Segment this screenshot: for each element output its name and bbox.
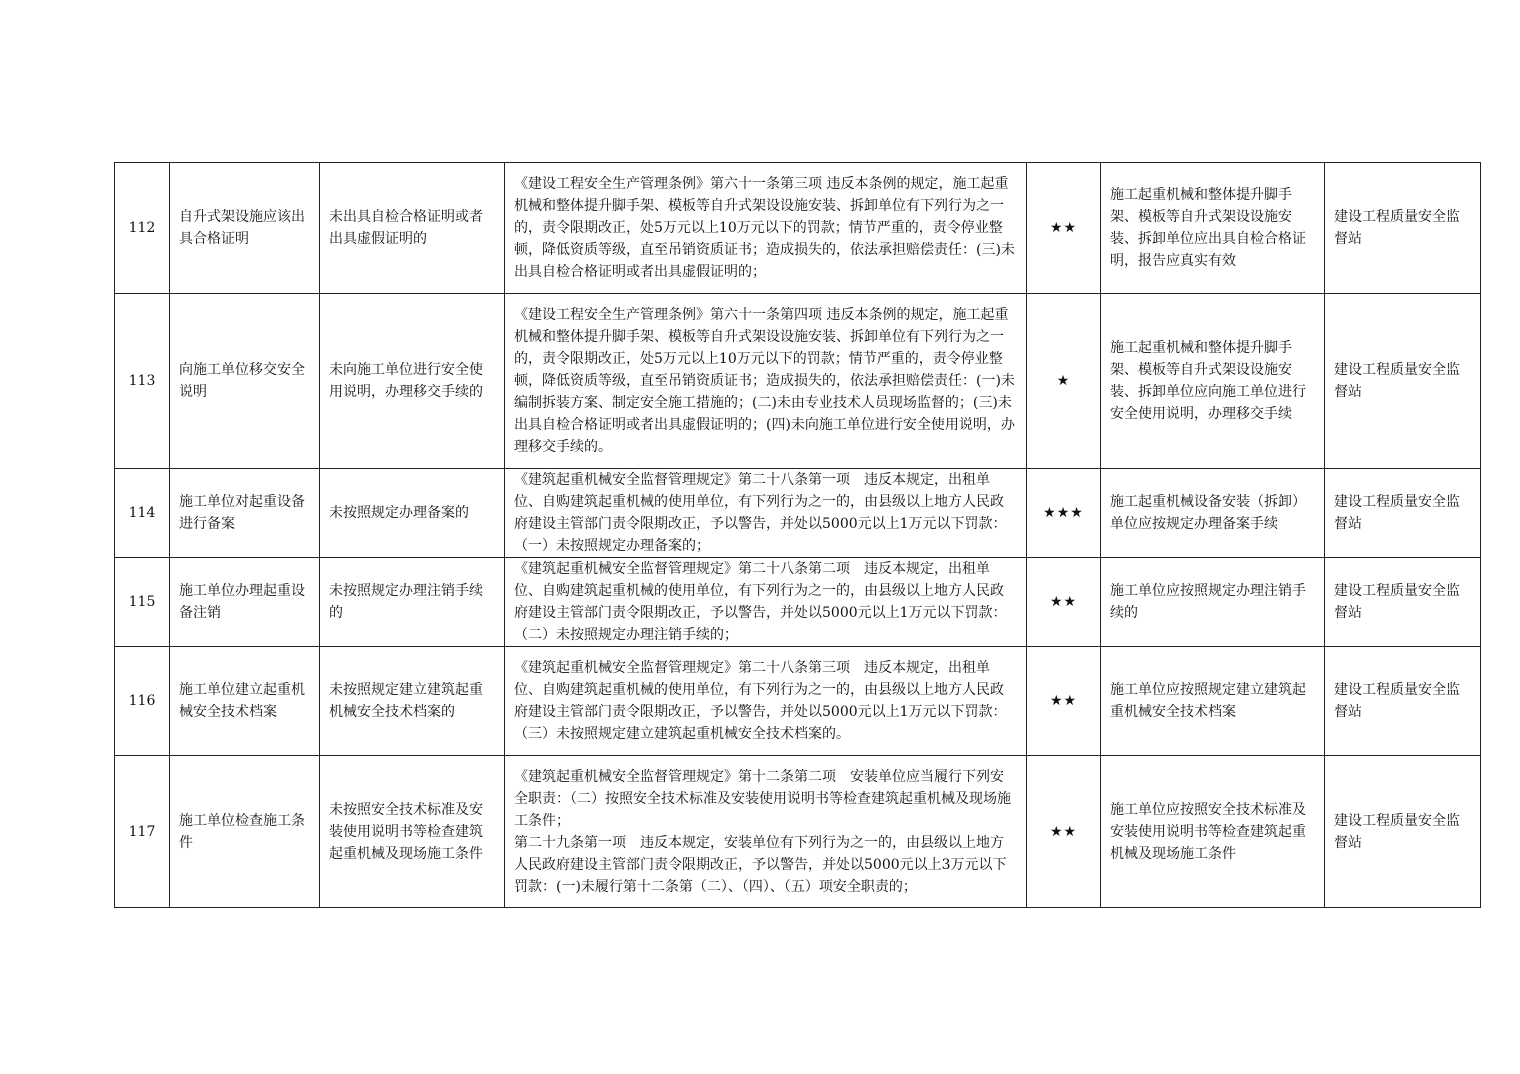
severity-stars: ★★ (1027, 647, 1101, 756)
legal-basis-text: 《建设工程安全生产管理条例》第六十一条第三项 违反本条例的规定，施工起重机械和整体提升脚手架、模板等自升式架设设施安装、拆卸单位有下列行为之一的，责令限期改正，处5万元以上10万元以下的罚款；情节严重的，责令停业整顿，降低资质等级，直至吊销资质证书；造成损失的，依法承担赔偿责任：(三)未出具自检合格证明或者出具虚假证明的； (514, 176, 1015, 280)
responsible-department: 建设工程质量安全监督站 (1325, 647, 1481, 756)
row-number: 114 (115, 469, 170, 558)
severity-stars: ★★★ (1027, 469, 1101, 558)
inspection-item: 施工单位办理起重设备注销 (170, 558, 320, 647)
violation-behavior: 未按照规定办理注销手续的 (320, 558, 505, 647)
table-row (115, 163, 1481, 294)
inspection-item: 向施工单位移交安全说明 (170, 294, 320, 469)
table-row (115, 558, 1481, 647)
row-number: 115 (115, 558, 170, 647)
violation-behavior: 未按照规定建立建筑起重机械安全技术档案的 (320, 647, 505, 756)
table-row (115, 469, 1481, 558)
responsible-department: 建设工程质量安全监督站 (1325, 558, 1481, 647)
legal-basis-text: 《建筑起重机械安全监督管理规定》第十二条第二项 安装单位应当履行下列安全职责：（二）按照安全技术标准及安装使用说明书等检查建筑起重机械及现场施工条件； (514, 768, 1011, 829)
responsible-department: 建设工程质量安全监督站 (1325, 163, 1481, 294)
row-number: 117 (115, 756, 170, 908)
violation-behavior: 未向施工单位进行安全使用说明，办理移交手续的 (320, 294, 505, 469)
legal-basis (505, 469, 1027, 558)
severity-stars: ★★ (1027, 163, 1101, 294)
violation-behavior: 未按照安全技术标准及安装使用说明书等检查建筑起重机械及现场施工条件 (320, 756, 505, 908)
legal-basis (505, 647, 1027, 756)
inspection-item: 施工单位对起重设备进行备案 (170, 469, 320, 558)
inspection-item: 施工单位建立起重机械安全技术档案 (170, 647, 320, 756)
legal-basis (505, 558, 1027, 647)
legal-basis-text: 《建筑起重机械安全监督管理规定》第二十八条第三项 违反本规定，出租单位、自购建筑起重机械的使用单位，有下列行为之一的，由县级以上地方人民政府建设主管部门责令限期改正，予以警告，并处以5000元以上1万元以下罚款：（三）未按照规定建立建筑起重机械安全技术档案的。 (514, 660, 1007, 742)
responsible-department: 建设工程质量安全监督站 (1325, 756, 1481, 908)
severity-stars: ★ (1027, 294, 1101, 469)
compliance-requirement: 施工单位应按照规定建立建筑起重机械安全技术档案 (1101, 647, 1325, 756)
compliance-requirement: 施工起重机械和整体提升脚手架、模板等自升式架设设施安装、拆卸单位应向施工单位进行安全使用说明，办理移交手续 (1101, 294, 1325, 469)
legal-basis-text: 第二十九条第一项 违反本规定，安装单位有下列行为之一的，由县级以上地方人民政府建设主管部门责令限期改正，予以警告，并处以5000元以上3万元以下罚款：(一)未履行第十二条第（二）、（四）、（五）项安全职责的； (514, 834, 1007, 895)
compliance-requirement: 施工单位应按照规定办理注销手续的 (1101, 558, 1325, 647)
legal-basis-text: 《建筑起重机械安全监督管理规定》第二十八条第二项 违反本规定，出租单位、自购建筑起重机械的使用单位，有下列行为之一的，由县级以上地方人民政府建设主管部门责令限期改正，予以警告，并处以5000元以上1万元以下罚款：（二）未按照规定办理注销手续的； (514, 561, 1007, 643)
legal-basis (505, 756, 1027, 908)
compliance-requirement: 施工单位应按照安全技术标准及安装使用说明书等检查建筑起重机械及现场施工条件 (1101, 756, 1325, 908)
compliance-requirement: 施工起重机械和整体提升脚手架、模板等自升式架设设施安装、拆卸单位应出具自检合格证明，报告应真实有效 (1101, 163, 1325, 294)
compliance-requirement: 施工起重机械设备安装（拆卸）单位应按规定办理备案手续 (1101, 469, 1325, 558)
violation-behavior: 未出具自检合格证明或者出具虚假证明的 (320, 163, 505, 294)
table-row (115, 756, 1481, 908)
legal-basis (505, 163, 1027, 294)
severity-stars: ★★ (1027, 558, 1101, 647)
inspection-item: 自升式架设施应该出具合格证明 (170, 163, 320, 294)
table-row (115, 294, 1481, 469)
violation-behavior: 未按照规定办理备案的 (320, 469, 505, 558)
responsible-department: 建设工程质量安全监督站 (1325, 469, 1481, 558)
row-number: 113 (115, 294, 170, 469)
legal-basis (505, 294, 1027, 469)
inspection-item: 施工单位检查施工条件 (170, 756, 320, 908)
severity-stars: ★★ (1027, 756, 1101, 908)
legal-basis-text: 《建筑起重机械安全监督管理规定》第二十八条第一项 违反本规定，出租单位、自购建筑起重机械的使用单位，有下列行为之一的，由县级以上地方人民政府建设主管部门责令限期改正，予以警告，并处以5000元以上1万元以下罚款：（一）未按照规定办理备案的； (514, 472, 1007, 554)
row-number: 116 (115, 647, 170, 756)
table-row (115, 647, 1481, 756)
regulation-table (114, 162, 1481, 908)
regulation-table-body (115, 163, 1481, 908)
legal-basis-text: 《建设工程安全生产管理条例》第六十一条第四项 违反本条例的规定，施工起重机械和整体提升脚手架、模板等自升式架设设施安装、拆卸单位有下列行为之一的，责令限期改正，处5万元以上10万元以下的罚款；情节严重的，责令停业整顿，降低资质等级，直至吊销资质证书；造成损失的，依法承担赔偿责任：(一)未编制拆装方案、制定安全施工措施的；(二)未由专业技术人员现场监督的；(三)未出具自检合格证明或者出具虚假证明的；(四)未向施工单位进行安全使用说明，办理移交手续的。 (514, 307, 1015, 455)
row-number: 112 (115, 163, 170, 294)
responsible-department: 建设工程质量安全监督站 (1325, 294, 1481, 469)
